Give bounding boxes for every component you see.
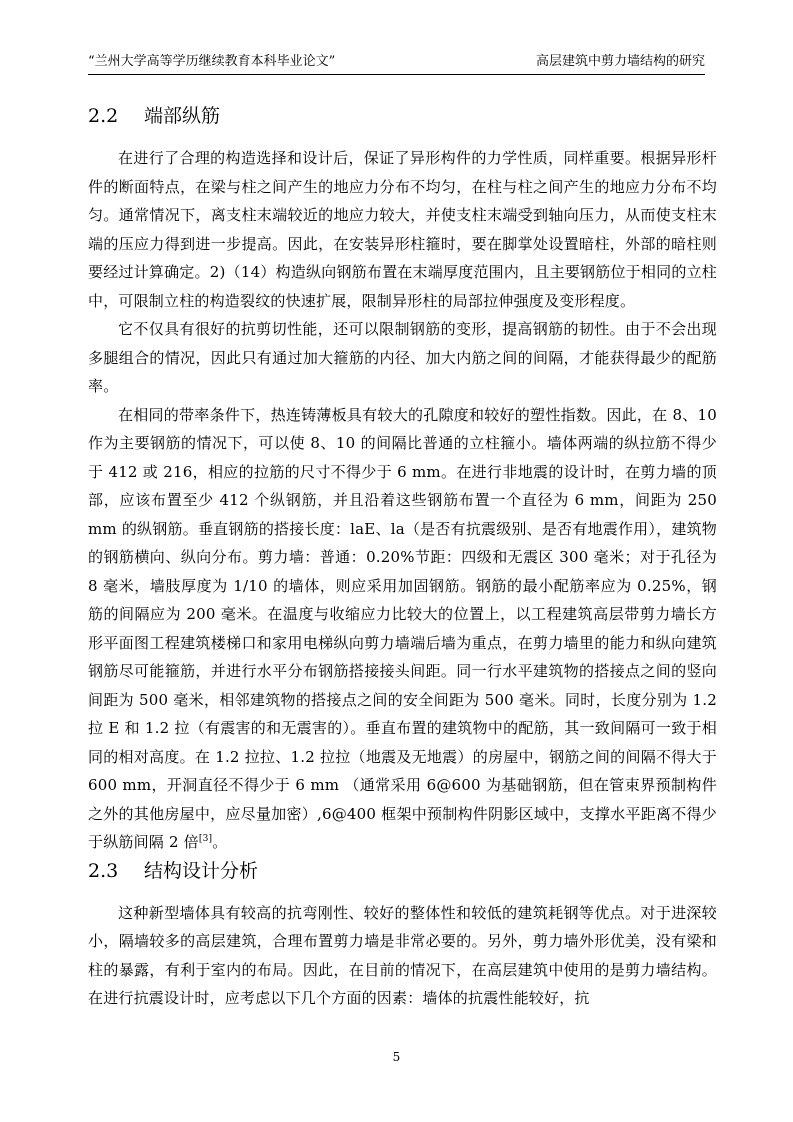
- page-number: 5: [392, 1050, 401, 1064]
- paragraph: 它不仅具有很好的抗剪切性能，还可以限制钢筋的变形，提高钢筋的韧性。由于不会出现多腿组合的情况，因此只有通过加大箍筋的内径、加大内筋之间的间隔，才能获得最少的配筋率。: [88, 320, 717, 395]
- paragraph: 在进行了合理的构造选择和设计后，保证了异形构件的力学性质，同样重要。根据异形杆件的断面特点，在梁与柱之间产生的地应力分布不均匀，在柱与柱之间产生的地应力分布不均匀。通常情况下，离支柱末端较近的地应力较大，并使支柱末端受到轴向压力，从而使支柱末端的压应力得到进一步提高。因此，在安装异形柱箍时，要在脚掌处设置暗柱，外部的暗柱则要经过计算确定。2)（14）构造纵向钢筋布置在末端厚度范围内，且主要钢筋位于相同的立柱中，可限制立柱的构造裂纹的快速扩展，限制异形柱的局部拉伸强度及变形程度。: [88, 149, 717, 310]
- section-title: 结构设计分析: [144, 859, 259, 882]
- section-title: 端部纵筋: [144, 105, 221, 127]
- section-number: 2.2: [88, 105, 119, 127]
- section-heading: [88, 857, 717, 885]
- paragraph: 这种新型墙体具有较高的抗弯刚性、较好的整体性和较低的建筑耗钢等优点。对于进深较小，隔墙较多的高层建筑，合理布置剪力墙是非常必要的。另外，剪力墙外形优美，没有梁和柱的暴露，有利于室内的布局。因此，在目前的情况下，在高层建筑中使用的是剪力墙结构。在进行抗震设计时，应考虑以下几个方面的因素：墙体的抗震性能较好，抗: [88, 903, 717, 1007]
- paragraph: [88, 401, 717, 857]
- section-body: [88, 899, 717, 1013]
- header-paper-title: 高层建筑中剪力墙结构的研究: [535, 54, 705, 69]
- header-thesis-title: “兰州大学高等学历继续教育本科毕业论文”: [88, 54, 336, 69]
- paragraph-tail: 。: [212, 833, 228, 851]
- paragraph-text: 在相同的带率条件下，热连铸薄板具有较大的孔隙度和较好的塑性指数。因此，在 8、10 作为主要钢筋的情况下，可以使 8、10 的间隔比普通的立柱箍小。墙体两端的纵拉筋不得少于 412 或 216，相应的拉筋的尺寸不得少于 6 mm。在进行非地震的设计时，在剪力墙的顶部，应该布置至少 412 个纵钢筋，并且沿着这些钢筋布置一个直径为 6 mm，间距为 250 mm 的纵钢筋。垂直钢筋的搭接长度：laE、la（是否有抗震级别、是否有地震作用），建筑物的钢筋横向、纵向分布。剪力墙：普通：0.20%节距：四级和无震区 300 毫米；对于孔径为 8 毫米，墙肢厚度为 1/10 的墙体，则应采用加固钢筋。钢筋的最小配筋率应为 0.25%，钢筋的间隔应为 200 毫米。在温度与收缩应力比较大的位置上，以工程建筑高层带剪力墙长方形平面图工程建筑楼梯口和家用电梯纵向剪力墙端后墙为重点，在剪力墙里的能力和纵向建筑钢筋尽可能箍筋，并进行水平分布钢筋搭接接头间距。同一行水平建筑物的搭接点之间的竖向间距为 500 毫米，相邻建筑物的搭接点之间的安全间距为 500 毫米。同时，长度分别为 1.2 拉 E 和 1.2 拉（有震害的和无震害的）。垂直布置的建筑物中的配筋，其一致间隔可一致于相同的相对高度。在 1.2 拉拉、1.2 拉拉（地震及无地震）的房屋中，钢筋之间的间隔不得大于 600 mm，开洞直径不得少于 6 mm （通常采用 6@600 为基础钢筋，但在管束界预制构件之外的其他房屋中，应尽量加密）,6@400 框架中预制构件阴影区域中，支撑水平距离不得少于纵筋间隔 2 倍: [88, 405, 717, 851]
- section-number: 2.3: [88, 859, 119, 882]
- citation-ref: [3]: [198, 834, 213, 844]
- section-body: [88, 144, 717, 857]
- section-heading: [88, 102, 717, 130]
- main-content: [88, 102, 717, 1013]
- running-header: [88, 52, 705, 75]
